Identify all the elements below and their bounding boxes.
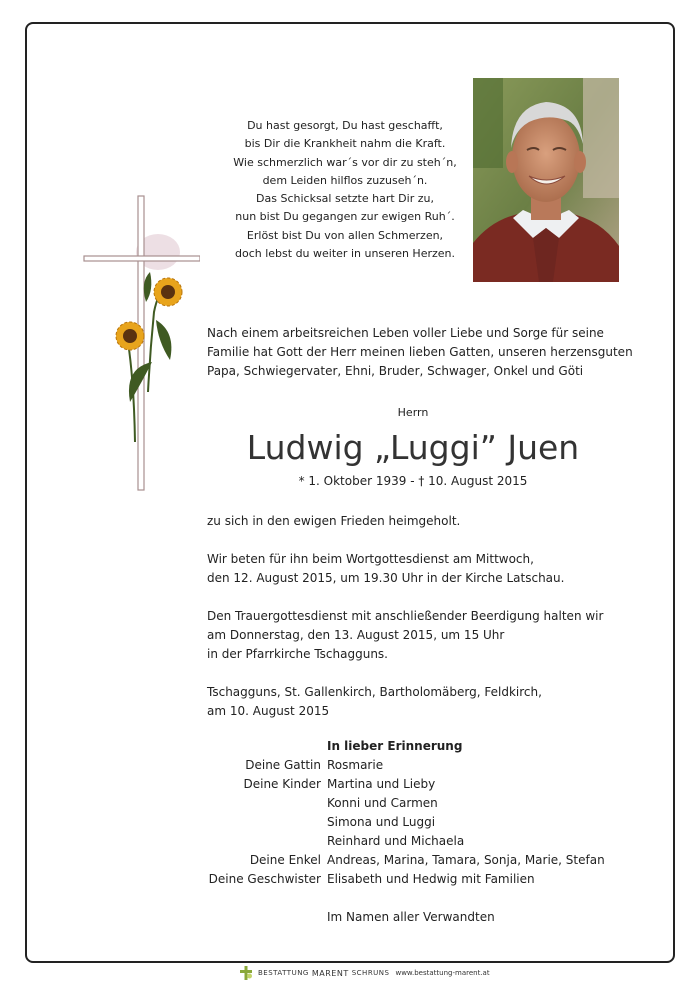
mourner-role: Deine Enkel xyxy=(249,853,321,867)
portrait-image xyxy=(473,78,619,282)
mourner-names: Reinhard und Michaela xyxy=(327,834,465,848)
mourner-names: Konni und Carmen xyxy=(327,796,438,810)
text-line: Wir beten für ihn beim Wortgottesdienst am Mittwoch, xyxy=(207,552,534,566)
poem xyxy=(215,117,475,263)
mourner-row xyxy=(150,870,650,889)
poem-line: Erlöst bist Du von allen Schmerzen, xyxy=(246,228,444,242)
intro-line: Familie hat Gott der Herr meinen lieben Gatten, unseren herzensguten xyxy=(207,345,633,359)
text-line: in der Pfarrkirche Tschagguns. xyxy=(207,647,388,661)
mourner-row xyxy=(150,851,650,870)
text-line: am Donnerstag, den 13. August 2015, um 15 Uhr xyxy=(207,628,505,642)
poem-line: bis Dir die Krankheit nahm die Kraft. xyxy=(244,137,446,151)
life-dates: * 1. Oktober 1939 - † 10. August 2015 xyxy=(298,474,528,488)
poem-line: doch lebst du weiter in unseren Herzen. xyxy=(235,247,455,261)
salutation: Herrn xyxy=(397,406,429,419)
mourner-role: Deine Gattin xyxy=(245,758,321,772)
mourner-row xyxy=(150,832,650,851)
mourner-names: Elisabeth und Hedwig mit Familien xyxy=(327,872,535,886)
mourner-role xyxy=(150,832,327,851)
mourner-role xyxy=(150,794,327,813)
intro-line: Nach einem arbeitsreichen Leben voller Liebe und Sorge für seine xyxy=(207,326,604,340)
mourner-names: Andreas, Marina, Tamara, Sonja, Marie, Stefan xyxy=(327,853,605,867)
mourner-row xyxy=(150,756,650,775)
text-line: zu sich in den ewigen Frieden heimgeholt. xyxy=(207,514,461,528)
poem-line: Du hast gesorgt, Du hast geschafft, xyxy=(247,119,443,132)
text-line: Tschagguns, St. Gallenkirch, Bartholomäberg, Feldkirch, xyxy=(207,685,542,699)
mourner-names: Martina und Lieby xyxy=(327,777,436,791)
mourner-row xyxy=(150,775,650,794)
poem-line: Das Schicksal setzte hart Dir zu, xyxy=(256,192,434,206)
mourner-names: Simona und Luggi xyxy=(327,815,436,829)
funeral-home-logo-icon xyxy=(238,965,254,981)
footer-town: SCHRUNS xyxy=(351,969,390,977)
mourner-role: Deine Kinder xyxy=(243,777,321,791)
text-line: am 10. August 2015 xyxy=(207,704,330,718)
mourner-role: Deine Geschwister xyxy=(208,872,321,886)
footer-website[interactable]: www.bestattung-marent.at xyxy=(395,969,490,977)
mourner-names: Rosmarie xyxy=(327,758,384,772)
mourner-role xyxy=(150,813,327,832)
announcement-text xyxy=(207,512,647,721)
sunflower-icon xyxy=(116,322,144,350)
poem-line: nun bist Du gegangen zur ewigen Ruh´. xyxy=(235,210,455,224)
mourners-list xyxy=(150,737,650,927)
cross-with-sunflowers-icon xyxy=(80,192,200,492)
funeral-home-footer xyxy=(238,964,490,982)
poem-line: Wie schmerzlich war´s vor dir zu steh´n, xyxy=(233,155,457,169)
intro-text xyxy=(207,324,647,381)
poem-line: dem Leiden hilflos zuzuseh´n. xyxy=(262,173,428,187)
sunflower-icon xyxy=(154,278,182,306)
text-line: Den Trauergottesdienst mit anschließender Beerdigung halten wir xyxy=(207,609,604,623)
mourners-closing: Im Namen aller Verwandten xyxy=(327,910,495,924)
mourner-row xyxy=(150,794,650,813)
mourner-row xyxy=(150,813,650,832)
deceased-name: Ludwig „Luggi” Juen xyxy=(246,428,580,467)
footer-prefix: BESTATTUNG xyxy=(258,969,309,977)
mourners-heading: In lieber Erinnerung xyxy=(327,739,463,753)
intro-line: Papa, Schwiegervater, Ehni, Bruder, Schwager, Onkel und Göti xyxy=(207,364,584,378)
text-line: den 12. August 2015, um 19.30 Uhr in der Kirche Latschau. xyxy=(207,571,565,585)
portrait-photo xyxy=(473,78,619,282)
footer-brand: MARENT xyxy=(311,968,349,978)
